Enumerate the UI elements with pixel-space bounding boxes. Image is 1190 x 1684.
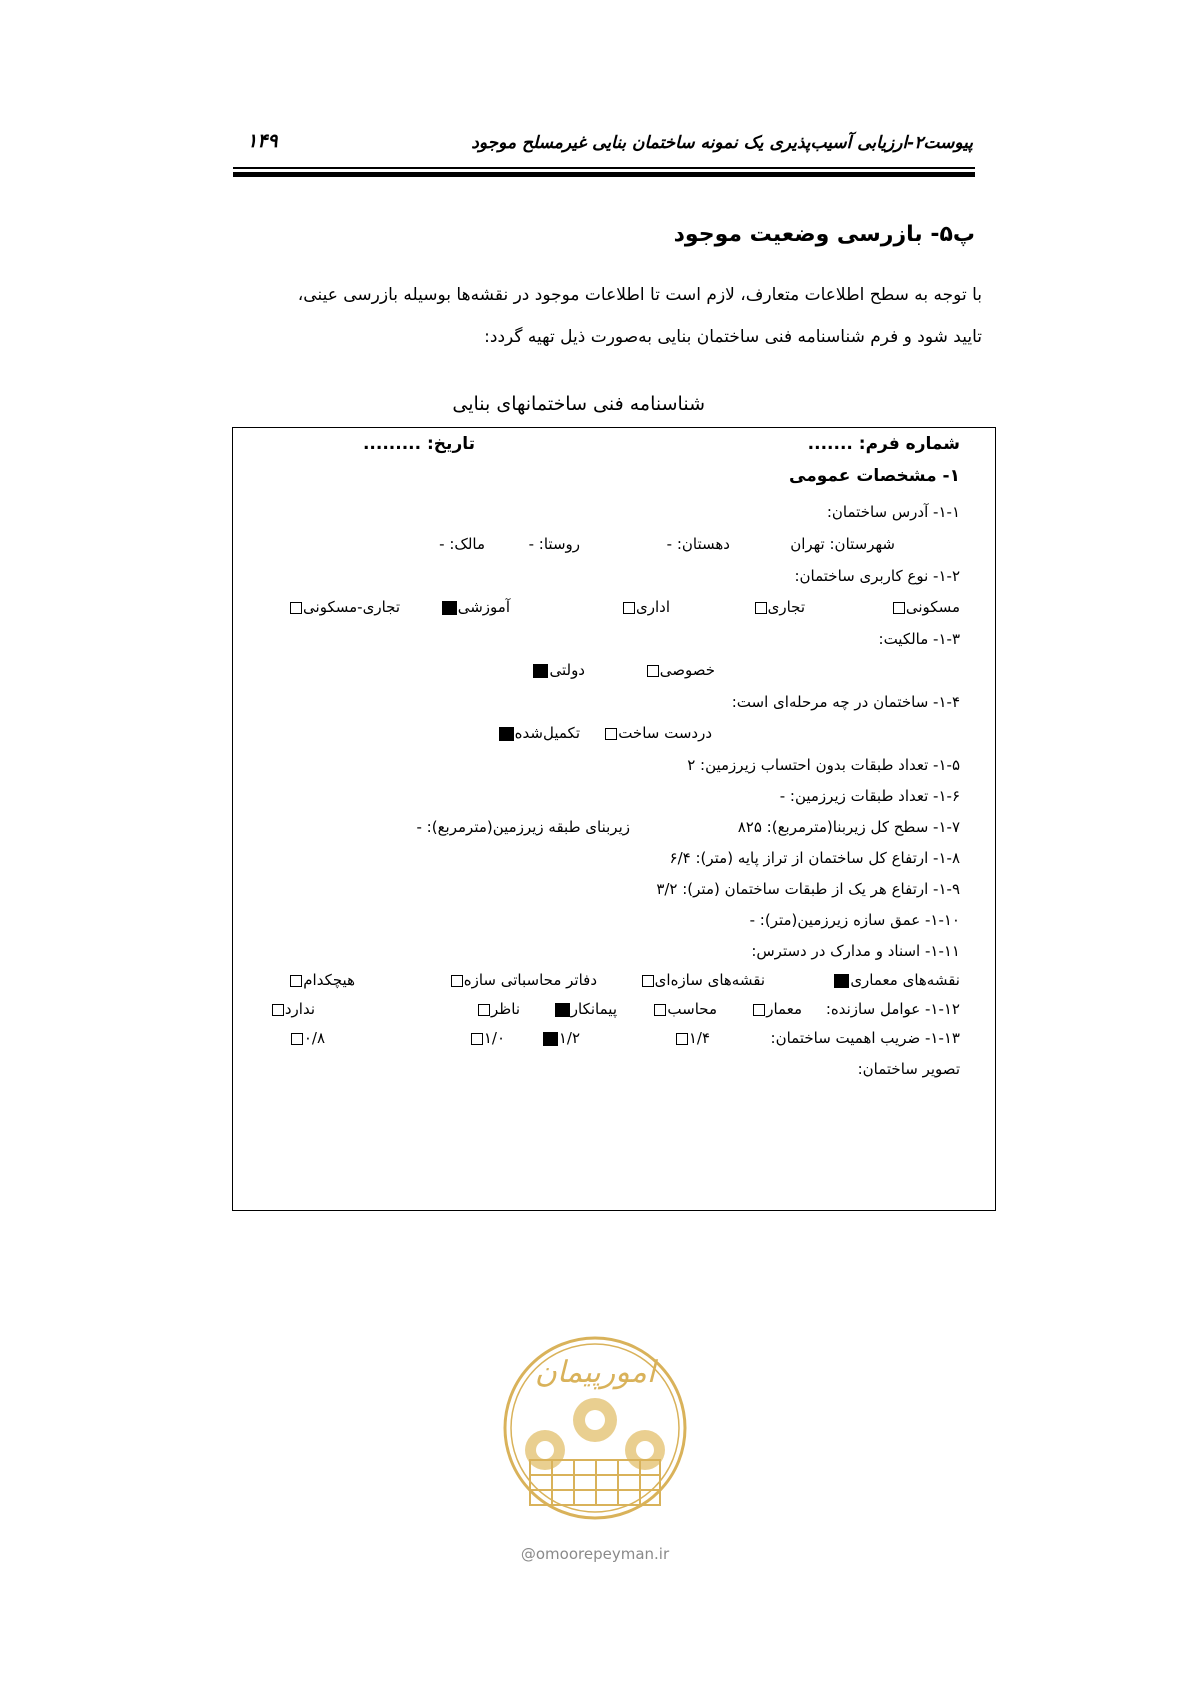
importance-option-label: ۱/۰ <box>483 1029 505 1047</box>
documents-structural-checkbox[interactable] <box>642 975 654 987</box>
usage-option-mixed <box>289 598 400 616</box>
usage-office-checkbox[interactable] <box>623 602 635 614</box>
ownership-option-label: خصوصی <box>659 661 715 679</box>
usage-label: ۱-۲- نوع کاربری ساختمان: <box>794 567 960 585</box>
builders-architect-checkbox[interactable] <box>753 1004 765 1016</box>
usage-option-residential <box>892 598 960 616</box>
usage-option-label: تجاری <box>767 598 805 616</box>
address-owner: مالک: - <box>439 535 485 553</box>
floors-count: ۱-۵- تعداد طبقات بدون احتساب زیرزمین: ۲ <box>687 756 960 774</box>
stage-option-label: دردست ساخت <box>618 724 712 742</box>
documents-option-label: نقشه‌های معماری <box>850 971 960 989</box>
ownership-option-label: دولتی <box>549 661 585 679</box>
importance-option-label: ۱/۲ <box>558 1029 580 1047</box>
floor-height: ۱-۹- ارتفاع هر یک از طبقات ساختمان (متر): ۳/۲ <box>656 880 960 898</box>
documents-option-label: دفاتر محاسباتی سازه <box>463 971 597 989</box>
builders-option-none <box>271 1000 315 1018</box>
section-title: پ۵- بازرسی وضعیت موجود <box>673 222 975 247</box>
ownership-private-checkbox[interactable] <box>647 665 659 677</box>
builders-option-label: پیمانکار <box>570 1000 617 1018</box>
intro-paragraph-line2: تایید شود و فرم شناسنامه فنی ساختمان بنایی به‌صورت ذیل تهیه گردد: <box>484 327 982 347</box>
total-height: ۱-۸- ارتفاع کل ساختمان از تراز پایه (متر): ۶/۴ <box>669 849 960 867</box>
importance-1-0-checkbox[interactable] <box>471 1033 483 1045</box>
ownership-option-government <box>532 661 585 679</box>
usage-option-office <box>622 598 670 616</box>
usage-mixed-checkbox[interactable] <box>290 602 302 614</box>
form-caption: شناسنامه فنی ساختمانهای بنایی <box>452 393 705 415</box>
builders-option-contractor <box>554 1000 617 1018</box>
watermark-logo <box>490 1320 700 1570</box>
importance-label: ۱-۱۳- ضریب اهمیت ساختمان: <box>770 1029 960 1047</box>
usage-educational-checkbox[interactable] <box>442 601 457 615</box>
builders-option-supervisor <box>477 1000 520 1018</box>
header-rule-thick <box>233 172 975 177</box>
builders-supervisor-checkbox[interactable] <box>478 1004 490 1016</box>
form-number: شماره فرم: ....... <box>807 434 960 454</box>
documents-calculations-checkbox[interactable] <box>451 975 463 987</box>
stage-option-label: تکمیل‌شده <box>514 724 580 742</box>
builders-option-label: معمار <box>766 1000 802 1018</box>
watermark-website: @omoorepeyman.ir <box>520 1545 670 1563</box>
documents-option-none <box>289 971 355 989</box>
documents-option-architectural <box>833 971 960 989</box>
importance-0-8-checkbox[interactable] <box>291 1033 303 1045</box>
documents-option-structural <box>641 971 765 989</box>
usage-option-label: اداری <box>636 598 670 616</box>
importance-option-label: ۰/۸ <box>303 1029 325 1047</box>
builders-option-architect <box>752 1000 802 1018</box>
importance-option-label: ۱/۴ <box>688 1029 710 1047</box>
intro-paragraph-line1: با توجه به سطح اطلاعات متعارف، لازم است تا اطلاعات موجود در نقشه‌ها بوسیله بازرسی عینی، <box>297 285 982 305</box>
builders-row <box>826 1000 960 1018</box>
usage-option-commercial <box>754 598 805 616</box>
total-area: ۱-۷- سطح کل زیربنا(مترمربع): ۸۲۵ <box>737 818 960 836</box>
building-photo-label: تصویر ساختمان: <box>857 1060 960 1078</box>
form-date: تاریخ: ......... <box>362 434 475 454</box>
stage-completed-checkbox[interactable] <box>499 727 514 741</box>
page-number: ۱۴۹ <box>247 130 278 152</box>
usage-option-label: آموزشی <box>457 598 510 616</box>
address-village: روستا: - <box>528 535 580 553</box>
usage-residential-checkbox[interactable] <box>893 602 905 614</box>
importance-1-2-checkbox[interactable] <box>543 1032 558 1046</box>
documents-option-label: هیچکدام <box>303 971 355 989</box>
documents-architectural-checkbox[interactable] <box>834 974 849 988</box>
usage-option-label: تجاری-مسکونی <box>303 598 400 616</box>
builders-contractor-checkbox[interactable] <box>555 1003 570 1017</box>
builders-none-checkbox[interactable] <box>272 1004 284 1016</box>
importance-1-4-checkbox[interactable] <box>676 1033 688 1045</box>
basement-floors-count: ۱-۶- تعداد طبقات زیرزمین: - <box>779 787 960 805</box>
stage-option-under-construction <box>604 724 712 742</box>
general-heading: ۱- مشخصات عمومی <box>789 466 960 486</box>
basement-area: زیربنای طبقه زیرزمین(مترمربع): - <box>416 818 630 836</box>
documents-label: ۱-۱۱- اسناد و مدارک در دسترس: <box>751 942 960 960</box>
ownership-option-private <box>646 661 715 679</box>
builders-label: ۱-۱۲- عوامل سازنده: <box>825 1000 960 1018</box>
documents-option-calculations <box>450 971 597 989</box>
documents-none-checkbox[interactable] <box>290 975 302 987</box>
watermark-logo-text: امورپیمان <box>534 1355 656 1390</box>
builders-option-calculator <box>653 1000 717 1018</box>
stage-option-completed <box>498 724 580 742</box>
builders-option-label: ناظر <box>491 1000 520 1018</box>
header-rule-thin <box>233 167 975 169</box>
importance-option-1-0 <box>470 1029 505 1047</box>
usage-commercial-checkbox[interactable] <box>755 602 767 614</box>
importance-option-1-2 <box>542 1029 580 1047</box>
basement-depth: ۱-۱۰- عمق سازه زیرزمین(متر): - <box>749 911 960 929</box>
builders-option-label: ندارد <box>284 1000 315 1018</box>
address-label: ۱-۱- آدرس ساختمان: <box>826 503 960 521</box>
stage-label: ۱-۴- ساختمان در چه مرحله‌ای است: <box>731 693 960 711</box>
running-title: پیوست۲-ارزیابی آسیب‌پذیری یک نمونه ساختمان بنایی غیرمسلح موجود <box>471 133 973 153</box>
builders-option-label: محاسب <box>667 1000 717 1018</box>
builders-calculator-checkbox[interactable] <box>654 1004 666 1016</box>
ownership-label: ۱-۳- مالکیت: <box>878 630 960 648</box>
documents-option-label: نقشه‌های سازه‌ای <box>654 971 765 989</box>
importance-option-0-8 <box>290 1029 325 1047</box>
address-city: شهرستان: تهران <box>790 535 895 553</box>
usage-option-label: مسکونی <box>905 598 960 616</box>
ownership-government-checkbox[interactable] <box>533 664 548 678</box>
stage-under-construction-checkbox[interactable] <box>605 728 617 740</box>
address-district: دهستان: - <box>666 535 730 553</box>
building-id-form <box>232 427 996 1211</box>
importance-option-1-4 <box>675 1029 710 1047</box>
usage-option-educational <box>441 598 510 616</box>
